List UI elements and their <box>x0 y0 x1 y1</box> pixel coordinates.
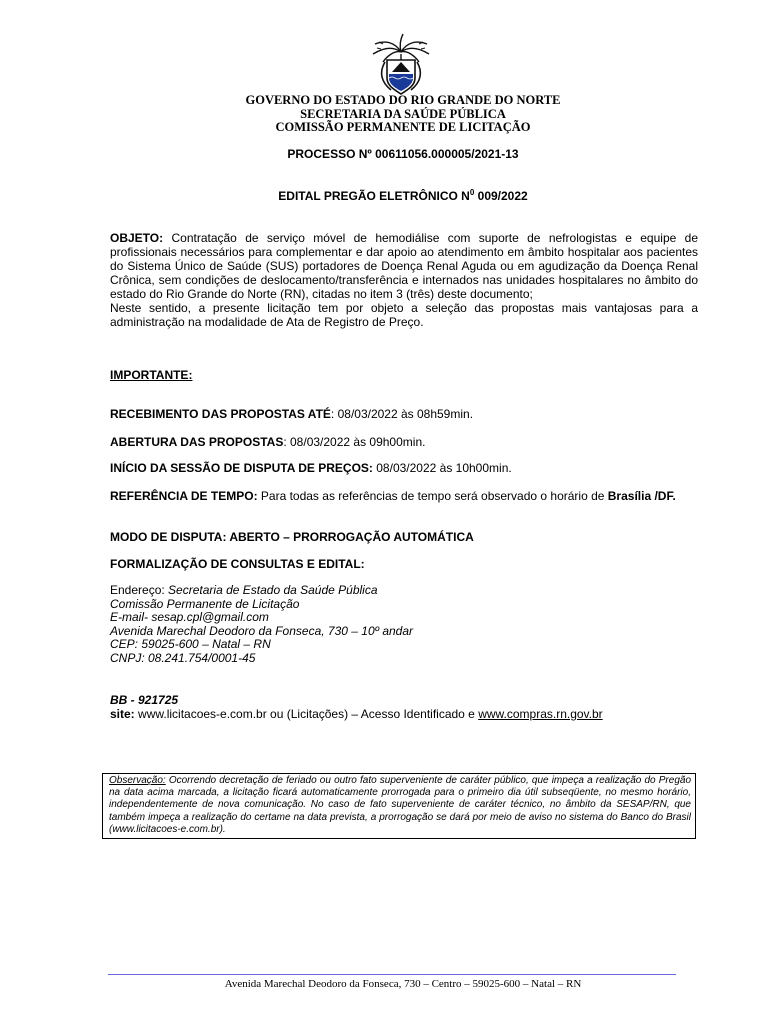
header-line-comissao: COMISSÃO PERMANENTE DE LICITAÇÃO <box>275 120 531 134</box>
recebimento-line <box>110 407 700 421</box>
observacao-box <box>102 773 696 839</box>
referencia-bold-end: Brasília /DF. <box>607 489 676 503</box>
recebimento-label: RECEBIMENTO DAS PROPOSTAS ATÉ <box>110 407 331 421</box>
site-line <box>110 707 700 721</box>
abertura-label: ABERTURA DAS PROPOSTAS <box>110 435 284 449</box>
endereco-line-2: Comissão Permanente de Licitação <box>110 596 300 611</box>
edital-sup: 0 <box>469 188 475 197</box>
header-line-secretaria: SECRETARIA DA SAÚDE PÚBLICA <box>300 106 506 121</box>
endereco-line-4: Avenida Marechal Deodoro da Fonseca, 730 – 10º andar <box>110 623 414 638</box>
endereco-cep: CEP: 59025-600 – Natal – RN <box>110 637 271 652</box>
site-text: www.licitacoes-e.com.br ou (Licitações) – Acesso Identificado e <box>134 707 479 721</box>
footer-address: Avenida Marechal Deodoro da Fonseca, 730 – Centro – 59025-600 – Natal – RN <box>224 978 582 990</box>
edital-suffix: 009/2022 <box>474 189 528 203</box>
site-label: site: <box>110 707 135 721</box>
objeto-text: Contratação de serviço móvel de hemodiálise com suporte de nefrologistas e equipe de profissionais necessários para complementar e dar apoio ao atendimento em âmbito hospitalar aos pacientes do Sistema Único de Saúde (SUS) portadores de Doença Renal Aguda ou em agudização da Doença Renal Crônica, sem condições de deslocamento/transferência e internados nas unidades hospitalares no âmbito do estado do Rio Grande do Norte (RN), citadas no item 3 (três) deste documento; <box>110 231 698 301</box>
edital-prefix: EDITAL PREGÃO ELETRÔNICO N <box>278 189 470 203</box>
inicio-label: INÍCIO DA SESSÃO DE DISPUTA DE PREÇOS: <box>110 461 373 475</box>
compras-link[interactable]: www.compras.rn.gov.br <box>478 707 603 721</box>
referencia-label: REFERÊNCIA DE TEMPO: <box>110 489 258 503</box>
abertura-line <box>110 435 700 449</box>
objeto-label: OBJETO: <box>110 231 164 245</box>
processo-number: PROCESSO Nº 00611056.000005/2021-13 <box>287 147 519 161</box>
letterhead <box>0 94 770 135</box>
footer-divider <box>108 974 676 975</box>
endereco-label: Endereço: <box>110 583 169 597</box>
objeto-text-2: Neste sentido, a presente licitação tem por objeto a seleção das propostas mais vantajosas para a administração na modalidade de Ata de Registro de Preço. <box>110 301 698 329</box>
observacao-label: Observação: <box>109 775 166 786</box>
abertura-value: : 08/03/2022 às 09h00min. <box>283 435 426 449</box>
inicio-line <box>110 461 700 475</box>
header-line-governo: GOVERNO DO ESTADO DO RIO GRANDE DO NORTE <box>245 93 561 107</box>
formalizacao-heading: FORMALIZAÇÃO DE CONSULTAS E EDITAL: <box>110 557 365 571</box>
bb-code: BB - 921725 <box>110 693 179 707</box>
coat-of-arms-icon <box>365 32 437 96</box>
inicio-value: 08/03/2022 às 10h00min. <box>372 461 512 475</box>
observacao-text: Ocorrendo decretação de feriado ou outro fato superveniente de caráter público, que impeça a realização do Pregão na data acima marcada, a licitação ficará automaticamente prorrogada para o primeiro dia útil subseqüente, no mesmo horário, independentemente de nova comunicação. No caso de fato superveniente de caráter técnico, no âmbito da SESAP/RN, que também impeça a realização do certame na data prevista, a prorrogação se dará por meio de aviso no sistema do Banco do Brasil (www.licitacoes-e.com.br). <box>109 775 691 835</box>
endereco-line-1: Secretaria de Estado da Saúde Pública <box>168 583 378 597</box>
referencia-line <box>110 489 700 503</box>
importante-heading: IMPORTANTE: <box>110 368 193 382</box>
edital-title <box>0 188 770 203</box>
endereco-block <box>110 584 700 666</box>
endereco-email: E-mail- sesap.cpl@gmail.com <box>110 610 269 625</box>
recebimento-value: : 08/03/2022 às 08h59min. <box>330 407 474 421</box>
referencia-value: Para todas as referências de tempo será observado o horário de <box>257 489 608 503</box>
objeto-section <box>110 231 698 329</box>
endereco-cnpj: CNPJ: 08.241.754/0001-45 <box>110 650 256 665</box>
modo-disputa: MODO DE DISPUTA: ABERTO – PRORROGAÇÃO AUTOMÁTICA <box>110 530 474 544</box>
